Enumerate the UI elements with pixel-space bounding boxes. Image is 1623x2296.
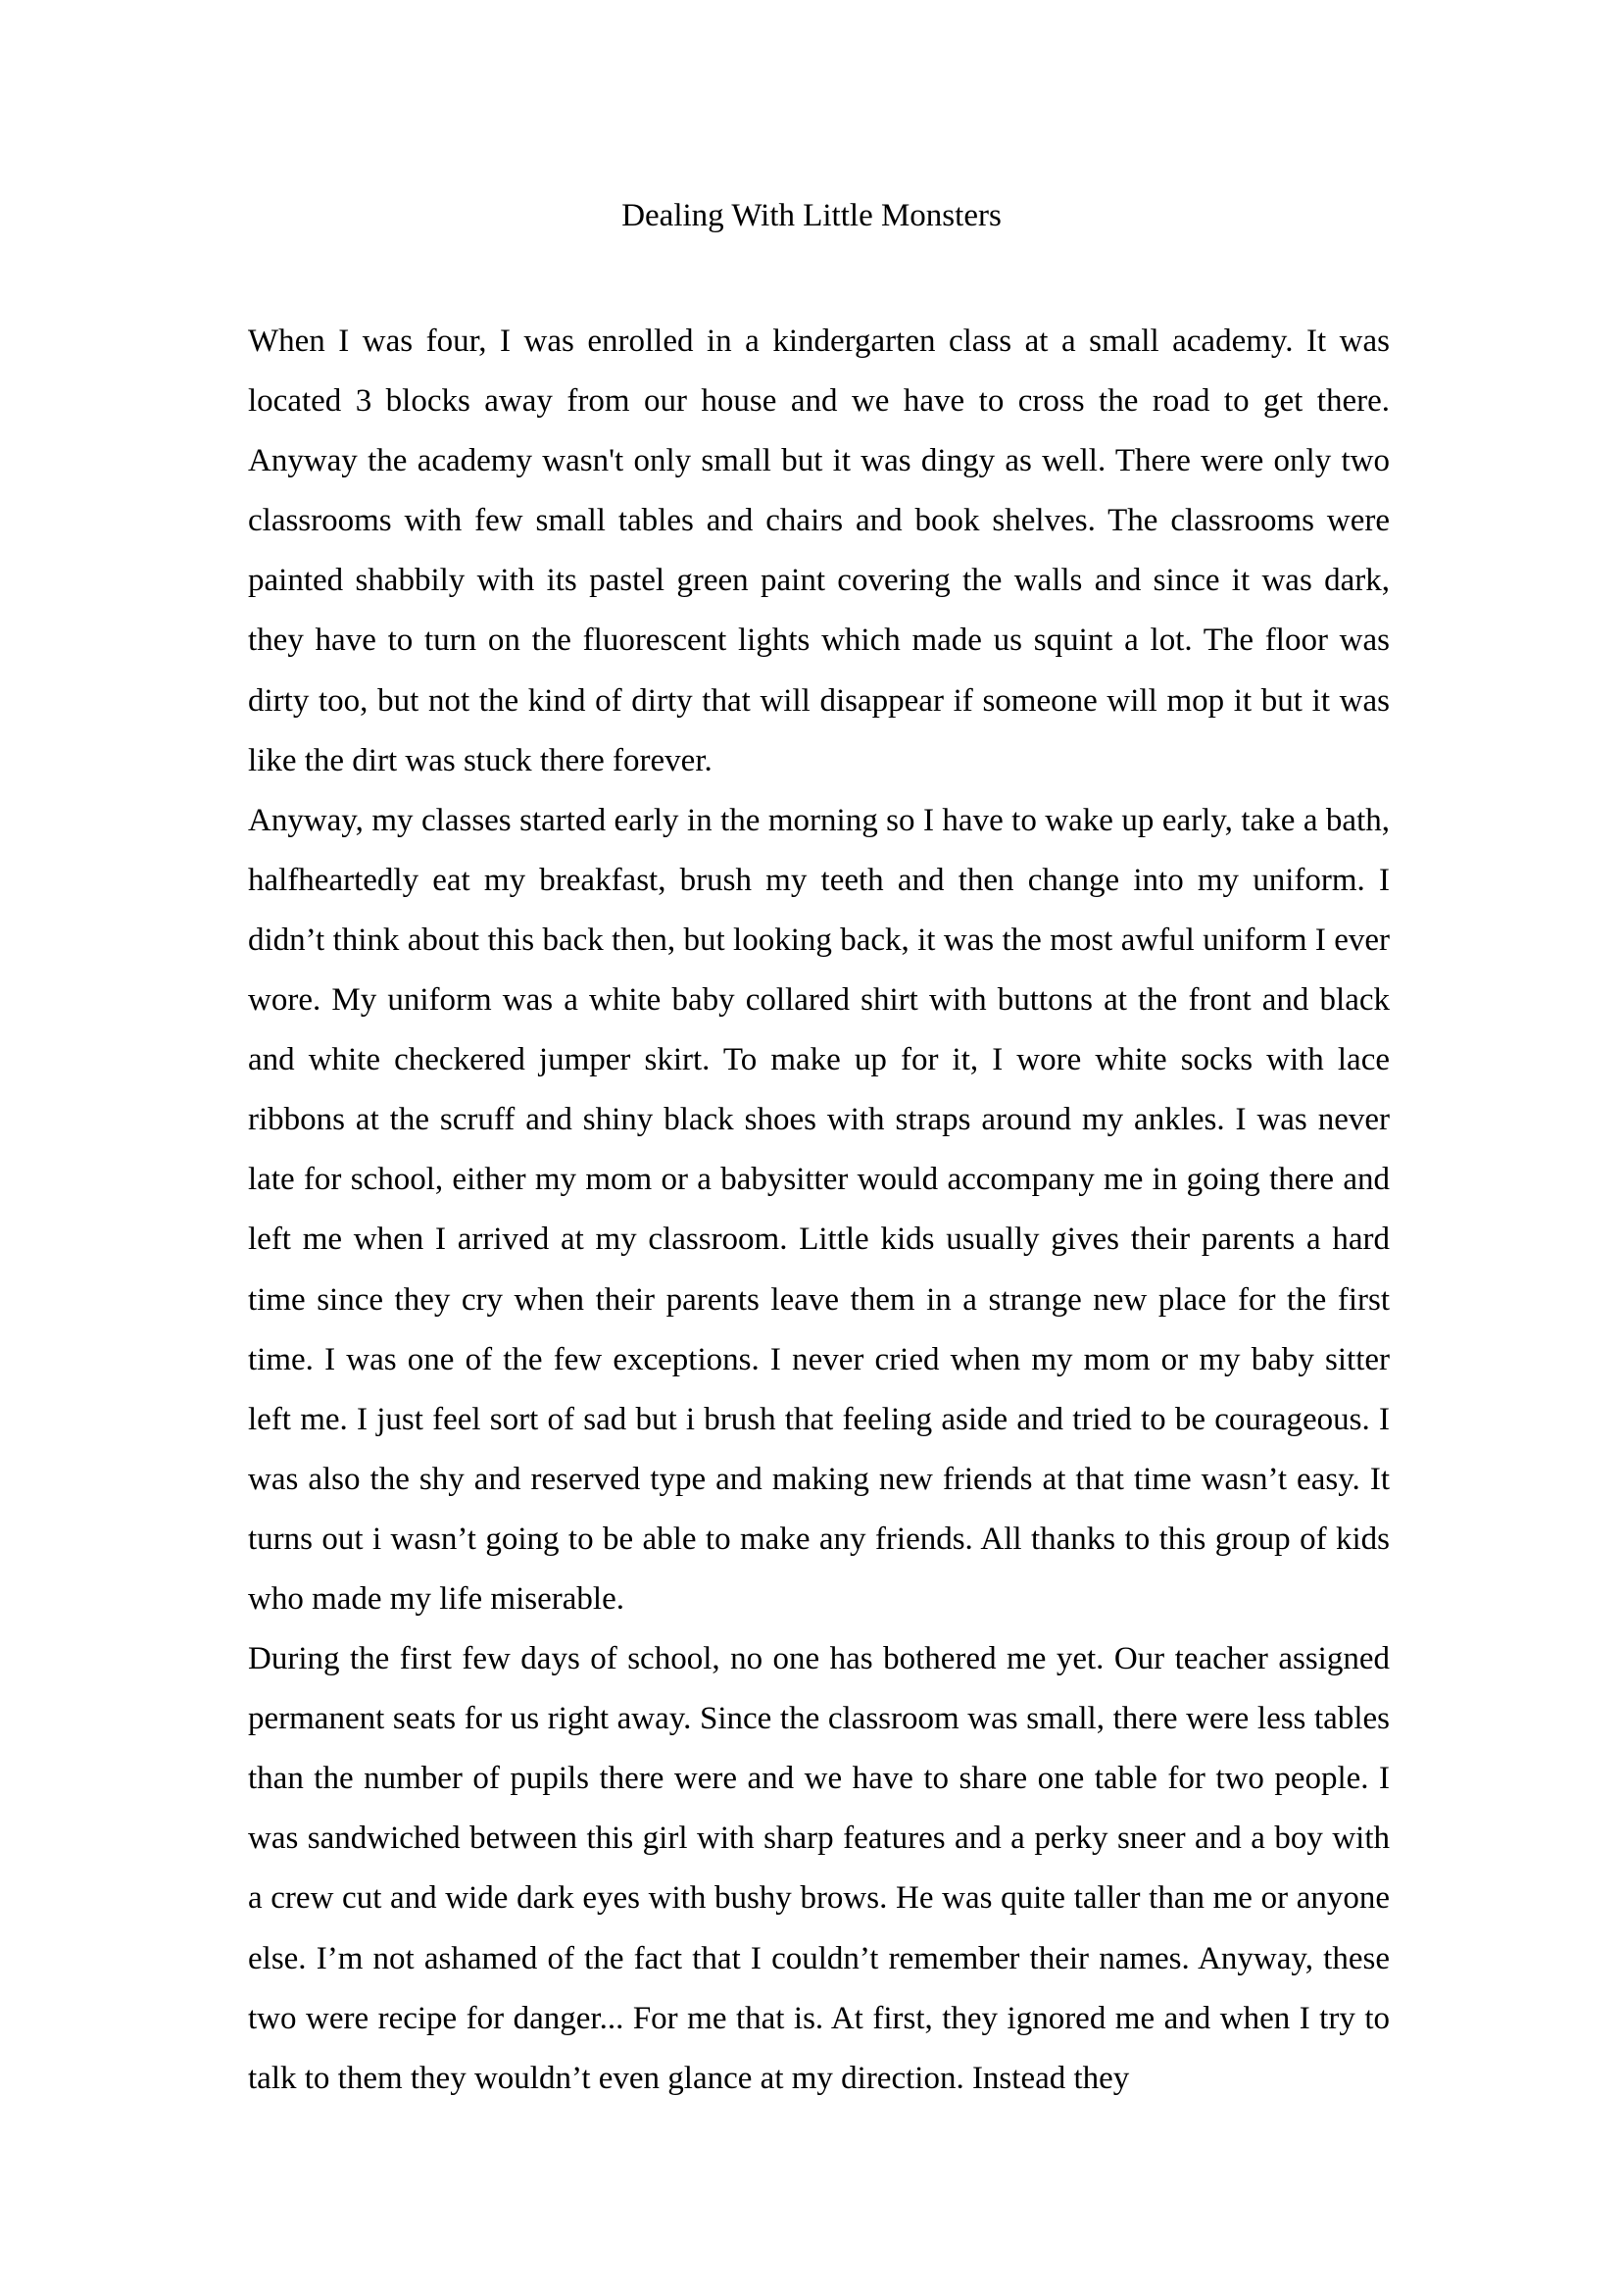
document-body bbox=[248, 312, 1390, 2109]
paragraph-3: During the first few days of school, no one has bothered me yet. Our teacher assigned permanent seats for us right away. Since the classroom was small, there were less tables than the number of pupils there were and we have to share one table for two people. I was sandwiched between this girl with sharp features and a perky sneer and a boy with a crew cut and wide dark eyes with bushy brows. He was quite taller than me or anyone else. I’m not ashamed of the fact that I couldn’t remember their names. Anyway, these two were recipe for danger... For me that is. At first, they ignored me and when I try to talk to them they wouldn’t even glance at my direction. Instead they bbox=[248, 1641, 1390, 2096]
paragraph-1: When I was four, I was enrolled in a kindergarten class at a small academy. It was located 3 blocks away from our house and we have to cross the road to get there. Anyway the academy wasn't only small but it was dingy as well. There were only two classrooms with few small tables and chairs and book shelves. The classrooms were painted shabbily with its pastel green paint covering the walls and since it was dark, they have to turn on the fluorescent lights which made us squint a lot. The floor was dirty too, but not the kind of dirty that will disappear if someone will mop it but it was like the dirt was stuck there forever. bbox=[248, 324, 1390, 778]
document-title: Dealing With Little Monsters bbox=[621, 198, 1002, 233]
paragraph-2: Anyway, my classes started early in the morning so I have to wake up early, take a bath, halfheartedly eat my breakfast, brush my teeth and then change into my uniform. I didn’t think about this back then, but looking back, it was the most awful uniform I ever wore. My uniform was a white baby collared shirt with buttons at the front and black and white checkered jumper skirt. To make up for it, I wore white socks with lace ribbons at the scruff and shiny black shoes with straps around my ankles. I was never late for school, either my mom or a babysitter would accompany me in going there and left me when I arrived at my classroom. Little kids usually gives their parents a hard time since they cry when their parents leave them in a strange new place for the first time. I was one of the few exceptions. I never cried when my mom or my baby sitter left me. I just feel sort of sad but i brush that feeling aside and tried to be courageous. I was also the shy and reserved type and making new friends at that time wasn’t easy. It turns out i wasn’t going to be able to make any friends. All thanks to this group of kids who made my life miserable. bbox=[248, 802, 1390, 1617]
